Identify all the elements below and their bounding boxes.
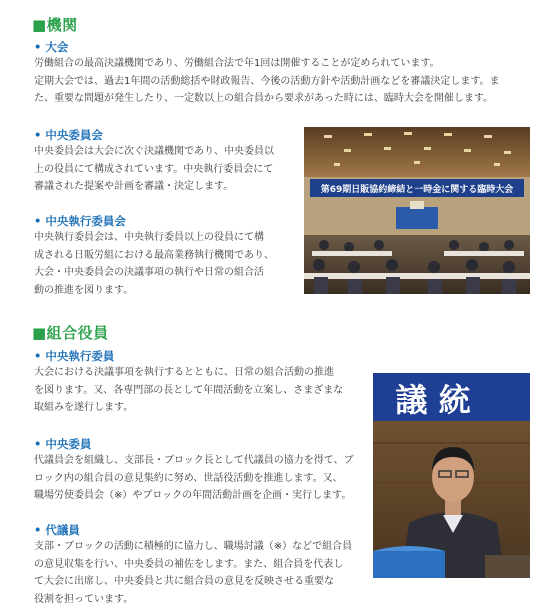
text-line: た、重要な問題が発生したり、一定数以上の組合員から要求があった時には、臨時大会を開催します。	[34, 93, 494, 104]
text-line: ロック内の組合員の意見集約に努め、世話役活動を推進します。又、	[34, 472, 343, 484]
photo-speaker	[373, 373, 530, 578]
text-central-executive-member	[34, 364, 364, 417]
text-central-member	[34, 452, 364, 505]
text-line: 上の役員にて構成されています。中央執行委員会にて	[34, 163, 274, 175]
section-title-organs: ■機関	[32, 16, 78, 34]
text-central-committee	[34, 143, 294, 196]
text-line: 代議員会を組織し、支部長・ブロック長として代議員の協力を得て、ブ	[34, 455, 354, 466]
text-line: て大会に出席し、中央委員と共に組合員の意見を反映させる重要な	[34, 576, 334, 587]
text-line: 労働組合の最高決議機関であり、労働組合法で年1回は開催することが定められています。	[34, 58, 440, 69]
heading-central-committee: • 中央委員会	[34, 128, 103, 142]
text-line: 中央執行委員会は、中央執行委員以上の役員にて構	[34, 232, 264, 243]
text-line: 役割を担っています。	[34, 593, 134, 605]
text-line: 定期大会では、過去1年間の活動総括や財政報告、今後の活動方針や活動計画などを審議決定します。ま	[34, 75, 500, 87]
text-line: 成される日販労組における最高業務執行機関であり、	[34, 249, 274, 261]
banner-text: 第69期日販協約締結と一時金に関する臨時大会	[320, 185, 514, 195]
banner-text: 議 統	[395, 381, 471, 419]
text-delegate	[34, 538, 364, 608]
heading-central-executive-member: • 中央執行委員	[34, 349, 115, 363]
text-line: 取組みを遂行します。	[34, 402, 134, 413]
text-central-executive-committee	[34, 229, 294, 299]
heading-convention: • 大会	[34, 40, 69, 54]
text-line: 大会・中央委員会の決議事項の執行や日常の組合活	[34, 267, 264, 278]
heading-central-member: • 中央委員	[34, 437, 92, 451]
heading-central-executive-committee: • 中央執行委員会	[34, 214, 126, 228]
text-line: 審議された提案や計画を審議・決定します。	[34, 181, 234, 192]
section-title-officers: ■組合役員	[32, 324, 109, 342]
text-line: 職場労使委員会（※）やブロックの年間活動計画を企画・実行します。	[34, 490, 352, 501]
heading-delegate: • 代議員	[34, 523, 80, 537]
text-line: 大会における決議事項を執行するとともに、日常の組合活動の推進	[34, 367, 334, 378]
text-line: 動の推進を図ります。	[34, 284, 134, 296]
text-line: を図ります。又、各専門部の長として年間活動を立案し、さまざまな	[34, 384, 344, 396]
text-line: の意見収集を行い、中央委員の補佐をします。また、組合員を代表し	[34, 558, 344, 570]
text-convention	[34, 55, 544, 108]
text-line: 中央委員会は大会に次ぐ決議機関であり、中央委員以	[34, 146, 274, 157]
photo-convention-hall	[304, 127, 530, 294]
text-line: 支部・ブロックの活動に積極的に協力し、職場討議（※）などで組合員	[34, 541, 353, 552]
